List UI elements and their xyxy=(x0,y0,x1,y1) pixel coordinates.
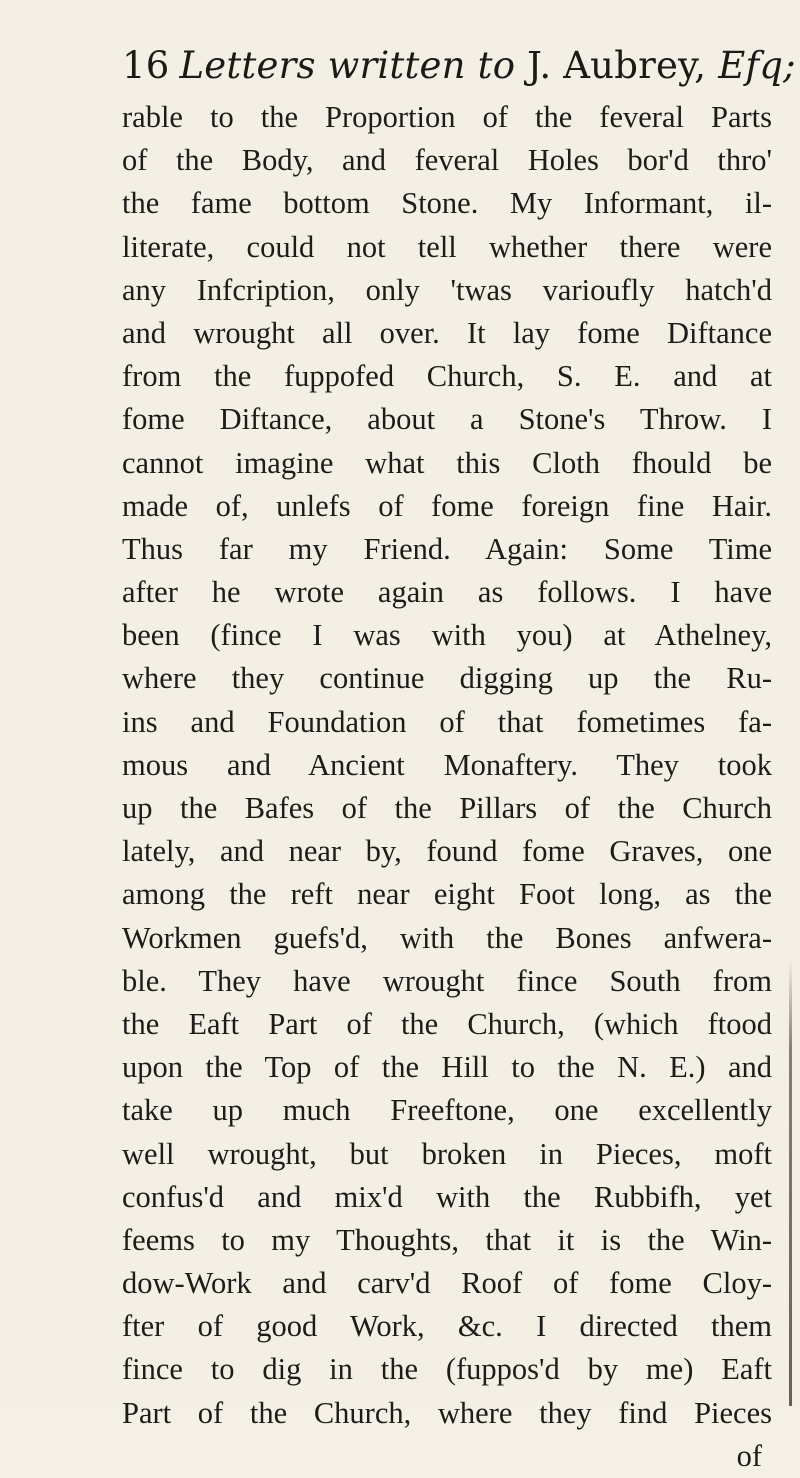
text-line: fter of good Work, &c. I directed them xyxy=(122,1309,772,1344)
text-line: lately, and near by, found fome Graves, one xyxy=(122,834,772,869)
text-line: upon the Top of the Hill to the N. E.) and xyxy=(122,1050,772,1085)
text-line: among the reft near eight Foot long, as the xyxy=(122,877,772,912)
catchword: of xyxy=(736,1438,762,1473)
header-title: Letters written to xyxy=(179,44,516,87)
text-line: mous and Ancient Monaftery. They took xyxy=(122,747,772,782)
text-line: from the fuppofed Church, S. E. and at xyxy=(122,359,772,394)
text-line: confus'd and mix'd with the Rubbifh, yet xyxy=(122,1179,772,1214)
text-line: after he wrote again as follows. I have xyxy=(122,575,772,610)
text-line: and wrought all over. It lay fome Diftance xyxy=(122,315,772,350)
text-line: feems to my Thoughts, that it is the Win- xyxy=(122,1222,772,1257)
text-line: dow-Work and carv'd Roof of fome Cloy- xyxy=(122,1266,772,1301)
running-header xyxy=(122,44,796,87)
text-line: made of, unlefs of fome foreign fine Hair. xyxy=(122,488,772,523)
text-line: take up much Freeftone, one excellently xyxy=(122,1093,772,1128)
text-line: of the Body, and feveral Holes bor'd thro' xyxy=(122,143,772,178)
text-line: Part of the Church, where they find Pieces xyxy=(122,1395,772,1430)
text-line: fome Diftance, about a Stone's Throw. I xyxy=(122,402,772,437)
text-line: ins and Foundation of that fometimes fa- xyxy=(122,704,772,739)
text-line: the Eaft Part of the Church, (which ftood xyxy=(122,1006,772,1041)
page-number: 16 xyxy=(122,44,170,87)
text-line: been (fince I was with you) at Athelney, xyxy=(122,618,772,653)
text-line: up the Bafes of the Pillars of the Church xyxy=(122,791,772,825)
text-line: any Infcription, only 'twas varioufly hatch'd xyxy=(122,272,772,307)
text-line: the fame bottom Stone. My Informant, il- xyxy=(122,186,772,221)
body-text xyxy=(122,96,772,1478)
text-line: fince to dig in the (fuppos'd by me) Eaft xyxy=(122,1352,772,1387)
page-edge-shadow xyxy=(789,960,792,1406)
text-line: well wrought, but broken in Pieces, moft xyxy=(122,1136,772,1171)
header-esq: Efq; xyxy=(718,44,796,87)
text-line: cannot imagine what this Cloth fhould be xyxy=(122,445,772,480)
header-name: J. Aubrey, xyxy=(527,44,707,87)
text-line: rable to the Proportion of the feveral Parts xyxy=(122,100,772,134)
text-line: where they continue digging up the Ru- xyxy=(122,661,772,696)
text-line: ble. They have wrought fince South from xyxy=(122,963,772,998)
text-line: Thus far my Friend. Again: Some Time xyxy=(122,531,772,566)
text-line: literate, could not tell whether there were xyxy=(122,229,772,264)
text-line: Workmen guefs'd, with the Bones anfwera- xyxy=(122,920,772,955)
